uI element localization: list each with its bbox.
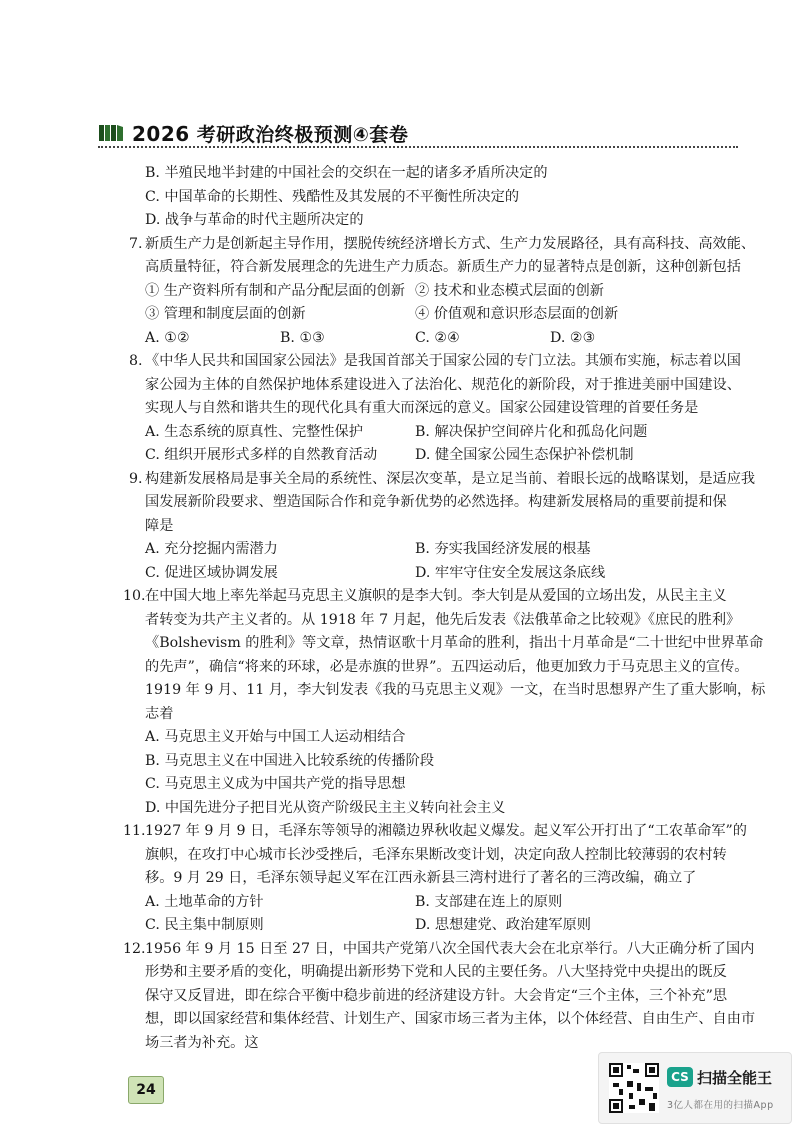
option-d: D. 牢牢守住安全发展这条底线 bbox=[415, 564, 606, 581]
options-row bbox=[145, 891, 705, 915]
question-number: 10. bbox=[123, 588, 146, 604]
option-c: C. ②④ bbox=[415, 329, 460, 346]
question-10 bbox=[123, 585, 766, 820]
options-row bbox=[145, 562, 705, 586]
options-row bbox=[145, 914, 705, 938]
question-content bbox=[123, 162, 766, 1055]
question-number: 9. bbox=[129, 470, 143, 487]
option-a: A. 马克思主义开始与中国工人运动相结合 bbox=[145, 729, 406, 745]
option-c: C. 马克思主义成为中国共产党的指导思想 bbox=[145, 776, 406, 792]
question-number: 8. bbox=[129, 353, 143, 369]
q6-option-c: C. 中国革命的长期性、残酷性及其发展的不平衡性所决定的 bbox=[145, 188, 520, 205]
statement-2: ② 技术和业态模式层面的创新 bbox=[415, 282, 604, 299]
question-text: 《中华人民共和国国家公园法》是我国首部关于国家公园的专门立法。其颁布实施，标志着以国 bbox=[145, 353, 741, 369]
statement-3: ③ 管理和制度层面的创新 bbox=[145, 306, 306, 322]
question-text: 《Bolshevism 的胜利》等文章，热情讴歌十月革命的胜利，指出十月革命是“二十世纪中世界革命 bbox=[145, 635, 764, 651]
question-9 bbox=[129, 468, 756, 586]
statement-4: ④ 价值观和意识形态层面的创新 bbox=[415, 306, 619, 322]
question-text: 想，即以国家经营和集体经营、计划生产、国家市场三者为主体，以个体经营、自由生产、自由市 bbox=[145, 1011, 756, 1027]
question-text: 的先声”，确信“将来的环球，必是赤旗的世界”。五四运动后，他更加致力于马克思主义的宣传。 bbox=[145, 658, 749, 675]
question-text: 障是 bbox=[145, 517, 174, 534]
question-number: 7. bbox=[129, 235, 143, 252]
option-b: B. ①③ bbox=[280, 329, 325, 346]
option-c: C. 民主集中制原则 bbox=[145, 917, 264, 933]
question-text: 实现人与自然和谐共生的现代化具有重大而深远的意义。国家公园建设管理的首要任务是 bbox=[145, 400, 699, 416]
option-a: A. 土地革命的方针 bbox=[145, 893, 264, 910]
question-text: 家公园为主体的自然保护地体系建设进入了法治化、规范化的新阶段，对于推进美丽中国建设、 bbox=[145, 376, 741, 393]
question-text: 移。9 月 29 日，毛泽东领导起义军在江西永新县三湾村进行了著名的三湾改编，确立了 bbox=[145, 870, 697, 886]
question-text: 志着 bbox=[145, 705, 174, 722]
question-text: 1919 年 9 月、11 月，李大钊发表《我的马克思主义观》一文，在当时思想界产生了重大影响，标 bbox=[145, 682, 766, 698]
question-text: 旗帜，在攻打中心城市长沙受挫后，毛泽东果断改变计划，决定向敌人控制比较薄弱的农村转 bbox=[145, 846, 727, 863]
q6-option-b: B. 半殖民地半封建的中国社会的交织在一起的诸多矛盾所决定的 bbox=[145, 165, 548, 181]
question-11 bbox=[123, 820, 747, 938]
option-a: A. ①② bbox=[145, 329, 190, 346]
book-icon bbox=[98, 123, 124, 143]
question-text: 场三者为补充。这 bbox=[145, 1034, 259, 1051]
option-b: B. 夯实我国经济发展的根基 bbox=[415, 541, 591, 557]
option-b: B. 支部建在连上的原则 bbox=[415, 893, 563, 910]
options-row bbox=[145, 421, 705, 445]
option-d: D. 健全国家公园生态保护补偿机制 bbox=[415, 447, 634, 463]
question-number: 11. bbox=[123, 823, 146, 839]
options-row bbox=[145, 327, 705, 351]
header-title: 2026 考研政治终极预测④套卷 bbox=[132, 121, 409, 146]
question-text: 高质量特征，符合新发展理念的先进生产力质态。新质生产力的显著特点是创新，这种创新包括 bbox=[145, 259, 741, 275]
camscanner-tagline: 3亿人都在用的扫描App bbox=[667, 1100, 774, 1111]
statement-row bbox=[145, 280, 705, 304]
question-12 bbox=[123, 938, 756, 1056]
question-text: 在中国大地上率先举起马克思主义旗帜的是李大钊。李大钊是从爱国的立场出发，从民主主义 bbox=[145, 588, 727, 604]
option-a: A. 生态系统的原真性、完整性保护 bbox=[145, 423, 363, 440]
statement-row bbox=[145, 303, 705, 327]
question-text: 构建新发展格局是事关全局的系统性、深层次变革，是立足当前、着眼长远的战略谋划，是适应我 bbox=[145, 470, 756, 487]
question-number: 12. bbox=[123, 940, 146, 957]
camscanner-name: 扫描全能王 bbox=[697, 1069, 773, 1087]
question-text: 1956 年 9 月 15 日至 27 日，中国共产党第八次全国代表大会在北京举行。八大正确分析了国内 bbox=[145, 940, 755, 957]
question-text: 者转变为共产主义者的。从 1918 年 7 月起，他先后发表《法俄革命之比较观》《庶民的胜利》 bbox=[145, 611, 741, 628]
statement-1: ① 生产资料所有制和产品分配层面的创新 bbox=[145, 282, 405, 299]
page-header bbox=[98, 118, 738, 148]
option-b: B. 马克思主义在中国进入比较系统的传播阶段 bbox=[145, 752, 435, 769]
header-divider bbox=[98, 146, 738, 148]
option-d: D. 思想建党、政治建军原则 bbox=[415, 917, 591, 933]
options-row bbox=[145, 444, 705, 468]
option-c: C. 促进区域协调发展 bbox=[145, 564, 278, 581]
page-number: 24 bbox=[128, 1076, 164, 1104]
question-text: 新质生产力是创新起主导作用，摆脱传统经济增长方式、生产力发展路径，具有高科技、高效能、 bbox=[145, 235, 756, 252]
option-b: B. 解决保护空间碎片化和孤岛化问题 bbox=[415, 423, 648, 440]
options-row bbox=[145, 538, 705, 562]
camscanner-logo: CS bbox=[667, 1067, 693, 1087]
question-8 bbox=[129, 350, 741, 468]
q6-option-d: D. 战争与革命的时代主题所决定的 bbox=[145, 212, 364, 228]
question-text: 1927 年 9 月 9 日，毛泽东等领导的湘赣边界秋收起义爆发。起义军公开打出了“工农革命军”的 bbox=[145, 823, 747, 839]
scanner-watermark bbox=[598, 1052, 792, 1124]
qr-code-icon bbox=[609, 1063, 659, 1113]
option-a: A. 充分挖掘内需潜力 bbox=[145, 541, 278, 557]
question-text: 国发展新阶段要求、塑造国际合作和竞争新优势的必然选择。构建新发展格局的重要前提和保 bbox=[145, 494, 727, 510]
option-c: C. 组织开展形式多样的自然教育活动 bbox=[145, 447, 378, 463]
question-text: 形势和主要矛盾的变化，明确提出新形势下党和人民的主要任务。八大坚持党中央提出的既反 bbox=[145, 964, 727, 980]
option-d: D. ②③ bbox=[550, 329, 596, 346]
question-7 bbox=[129, 233, 756, 351]
question-text: 保守又反冒进，即在综合平衡中稳步前进的经济建设方针。大会肯定“三个主体，三个补充”思 bbox=[145, 987, 728, 1004]
option-d: D. 中国先进分子把目光从资产阶级民主主义转向社会主义 bbox=[145, 799, 506, 816]
